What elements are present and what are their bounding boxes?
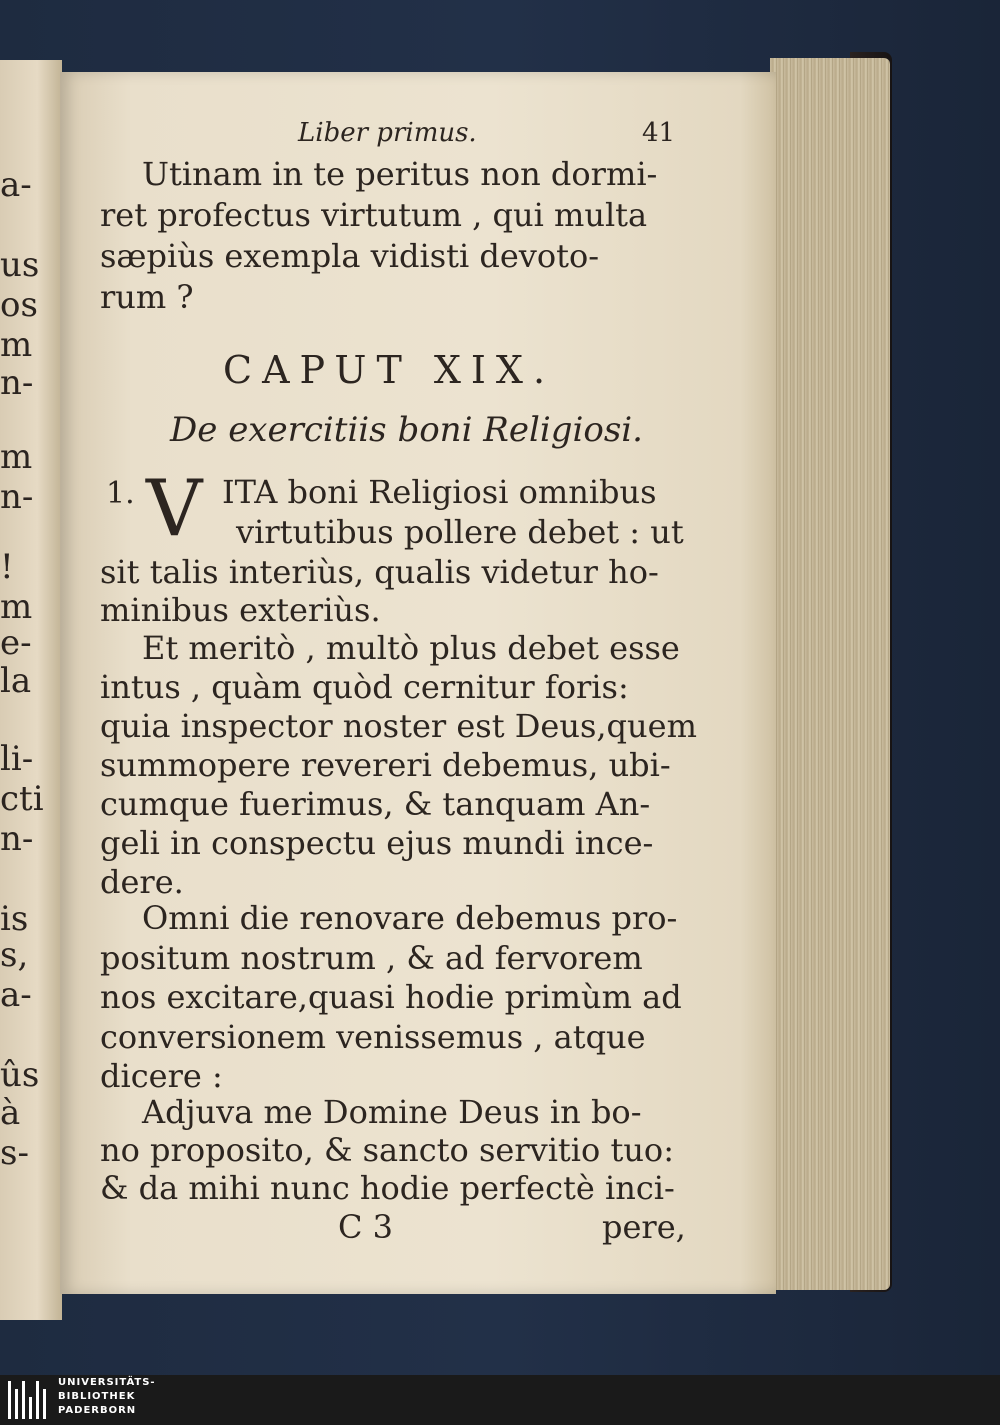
chapter-title: CAPUT XIX. — [223, 348, 556, 392]
text-line: ret profectus virtutum , qui multa — [100, 196, 648, 234]
text-line: sæpiùs exempla vidisti devoto- — [100, 237, 600, 275]
text-line: rum ? — [100, 278, 194, 316]
left-page-fragment: cti — [0, 779, 44, 819]
text-line: quia inspector noster est Deus,quem — [100, 707, 697, 745]
text-line: Utinam in te peritus non dormi- — [142, 155, 658, 193]
text-line: sit talis interiùs, qualis videtur ho- — [100, 553, 659, 591]
left-page-fragment: is — [0, 899, 29, 939]
left-page-fragment: ! — [0, 547, 14, 587]
left-page-fragment: us — [0, 245, 40, 285]
left-page-fragment: e- — [0, 623, 32, 663]
paragraph-number: 1. — [106, 476, 135, 511]
catchword: pere, — [602, 1208, 686, 1246]
drop-cap: V — [146, 464, 203, 554]
left-page-fragment: a- — [0, 975, 32, 1015]
left-page-fragment: la — [0, 661, 32, 701]
text-line: nos excitare,quasi hodie primùm ad — [100, 978, 682, 1016]
text-line: Adjuva me Domine Deus in bo- — [142, 1093, 642, 1131]
text-line: geli in conspectu ejus mundi ince- — [100, 824, 654, 862]
left-page-fragment: à — [0, 1093, 21, 1133]
left-page-fragment: s- — [0, 1133, 29, 1173]
text-line: dicere : — [100, 1057, 223, 1095]
left-page-fragment: n- — [0, 819, 34, 859]
text-line: no proposito, & sancto servitio tuo: — [100, 1131, 674, 1169]
text-line: positum nostrum , & ad fervorem — [100, 938, 643, 977]
left-page-fragment: m — [0, 587, 33, 627]
page-block-edge — [770, 58, 890, 1290]
logo-line-1: UNIVERSITÄTS- — [58, 1377, 156, 1388]
text-line: Omni die renovare debemus pro- — [142, 899, 678, 937]
text-line: Et meritò , multò plus debet esse — [142, 629, 680, 667]
text-line: virtutibus pollere debet : ut — [236, 513, 684, 551]
text-line: ITA boni Religiosi omnibus — [222, 473, 657, 511]
left-page-fragment: m — [0, 437, 33, 477]
text-line: intus , quàm quòd cernitur foris: — [100, 668, 629, 706]
left-page-fragment: os — [0, 285, 38, 325]
left-page-fragment: ûs — [0, 1055, 40, 1095]
left-page-fragment: a- — [0, 165, 32, 205]
footer-bar — [0, 1375, 1000, 1425]
chapter-subtitle: De exercitiis boni Religiosi. — [170, 410, 643, 450]
left-page-fragment: n- — [0, 477, 34, 517]
running-head: Liber primus. — [298, 118, 477, 148]
signature-mark: C 3 — [338, 1208, 394, 1246]
left-page-fragment: s, — [0, 935, 29, 975]
left-page-fragment: n- — [0, 363, 34, 403]
text-line: & da mihi nunc hodie perfectè inci- — [100, 1169, 675, 1207]
text-line: dere. — [100, 863, 184, 901]
text-line: cumque fuerimus, & tanquam An- — [100, 785, 651, 823]
left-page-fragment: m — [0, 325, 33, 365]
text-line: minibus exteriùs. — [100, 591, 381, 629]
logo-line-3: PADERBORN — [58, 1405, 137, 1416]
library-logo-icon — [6, 1379, 46, 1421]
left-page-fragment: li- — [0, 739, 34, 779]
logo-line-2: BIBLIOTHEK — [58, 1391, 136, 1402]
text-line: conversionem venissemus , atque — [100, 1017, 646, 1056]
book-page — [60, 72, 776, 1294]
left-facing-page — [0, 60, 62, 1320]
page-number: 41 — [642, 118, 676, 148]
text-line: summopere revereri debemus, ubi- — [100, 746, 671, 784]
